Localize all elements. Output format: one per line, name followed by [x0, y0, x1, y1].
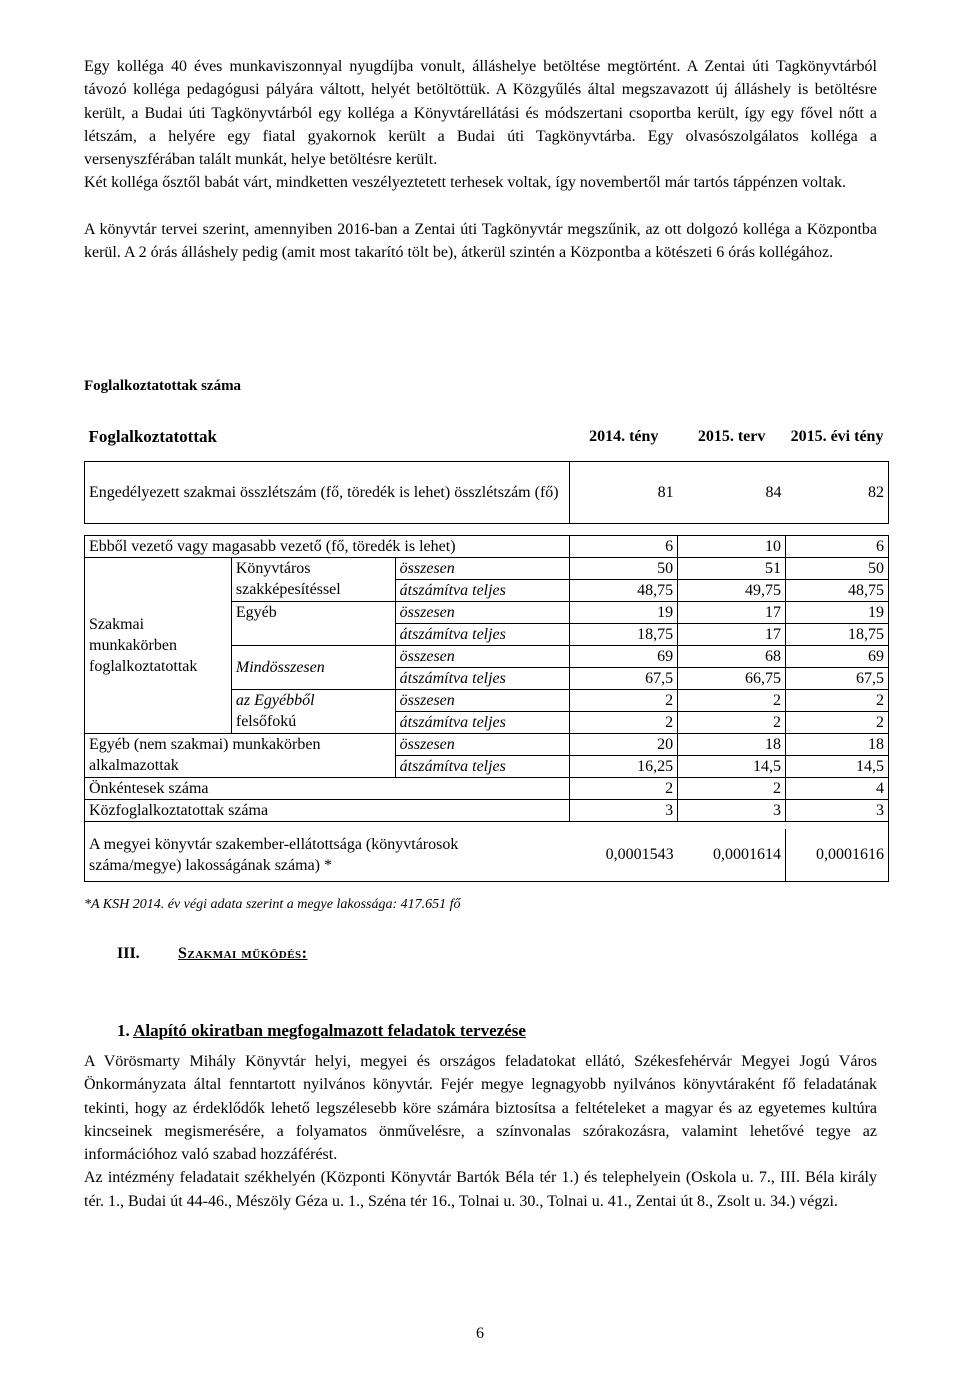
row-value-2014: 69	[570, 645, 678, 667]
employment-table	[84, 413, 889, 882]
volunteers-row	[85, 777, 889, 799]
other-label: Egyéb (nem szakmai) munkakörben alkalmazottak	[85, 733, 396, 777]
row-value-2015-plan: 17	[678, 623, 786, 645]
section-1-heading	[117, 1021, 526, 1041]
header-2015-plan: 2015. terv	[678, 413, 786, 461]
page-number: 6	[476, 1325, 484, 1342]
row-value-2015-plan: 17	[678, 601, 786, 623]
header-2014: 2014. tény	[570, 413, 678, 461]
row-value-2015-plan: 2	[678, 777, 786, 799]
table-title: Foglalkoztatottak száma	[84, 378, 242, 394]
row-sub: Mindösszesen	[231, 645, 395, 689]
row-sub: szakképesítéssel	[231, 579, 395, 601]
other-row	[85, 733, 889, 755]
row-value-2015-plan: 68	[678, 645, 786, 667]
row-value-2015-actual: 0,0001616	[786, 829, 889, 881]
row-kind: összesen	[395, 689, 570, 711]
row-value-2014: 2	[570, 711, 678, 733]
body-text	[84, 1050, 877, 1213]
header-label: Foglalkoztatottak	[85, 413, 570, 461]
row-value-2015-actual: 19	[786, 601, 889, 623]
row-value-2014: 48,75	[570, 579, 678, 601]
row-value-2015-plan: 2	[678, 689, 786, 711]
row-value-2015-actual: 69	[786, 645, 889, 667]
row-kind: átszámítva teljes	[395, 711, 570, 733]
intro-paragraph-3: A könyvtár tervei szerint, amennyiben 2016-ban a Zentai úti Tagkönyvtár megszűnik, az ott dolgozó kolléga a Központba kerül. A 2 órás álláshely pedig (amit most takarító tölt be), átkerül szintén a Központba a kötészeti 6 órás kollégához.	[84, 220, 877, 262]
row-value-2014: 19	[570, 601, 678, 623]
row-value-2015-plan: 51	[678, 557, 786, 579]
table-header-row	[85, 413, 889, 461]
row-sub: Könyvtáros	[231, 557, 395, 579]
leaders-row	[85, 535, 889, 557]
row-value-2014: 3	[570, 799, 678, 821]
row-value-2015-actual: 18,75	[786, 623, 889, 645]
row-kind: átszámítva teljes	[395, 579, 570, 601]
row-value-2015-actual: 48,75	[786, 579, 889, 601]
row-value-2014: 2	[570, 689, 678, 711]
row-value-2015-plan: 3	[678, 799, 786, 821]
row-kind: összesen	[395, 601, 570, 623]
row-value-2015-actual: 4	[786, 777, 889, 799]
row-value-2015-plan: 0,0001614	[678, 829, 786, 881]
approved-2015-actual: 82	[786, 461, 889, 523]
row-value-2015-plan: 2	[678, 711, 786, 733]
ratio-row	[85, 829, 889, 881]
approved-row	[85, 461, 889, 523]
row-sub: Egyéb	[231, 601, 395, 645]
section-3-number: III.	[117, 945, 140, 962]
row-value-2014: 0,0001543	[570, 829, 678, 881]
leaders-2015-actual: 6	[786, 535, 889, 557]
row-value-2015-actual: 67,5	[786, 667, 889, 689]
row-value-2014: 50	[570, 557, 678, 579]
row-value-2015-actual: 18	[786, 733, 889, 755]
row-value-2015-plan: 66,75	[678, 667, 786, 689]
intro-paragraph-2: Két kolléga ősztől babát várt, mindketten veszélyeztetett terhesek voltak, így novembertől már tartós táppénzen voltak.	[84, 174, 846, 192]
approved-2015-plan: 84	[678, 461, 786, 523]
volunteers-label: Önkéntesek száma	[85, 777, 570, 799]
leaders-label: Ebből vezető vagy magasabb vezető (fő, töredék is lehet)	[85, 535, 570, 557]
row-value-2015-actual: 3	[786, 799, 889, 821]
ratio-label: A megyei könyvtár szakember-ellátottsága (könyvtárosok száma/megye) lakosságának száma) *	[85, 829, 570, 881]
group-label: Szakmai munkakörben foglalkoztatottak	[85, 557, 232, 733]
row-value-2015-plan: 18	[678, 733, 786, 755]
row-sub: az Egyébből	[231, 689, 395, 711]
row-value-2015-actual: 2	[786, 711, 889, 733]
intro-text	[84, 55, 877, 264]
row-kind: összesen	[395, 557, 570, 579]
public-workers-row	[85, 799, 889, 821]
row-kind: átszámítva teljes	[395, 667, 570, 689]
row-sub: felsőfokú	[231, 711, 395, 733]
table-row	[85, 557, 889, 579]
section-1-title: Alapító okiratban megfogalmazott feladatok tervezése	[133, 1021, 526, 1040]
row-value-2014: 2	[570, 777, 678, 799]
row-value-2014: 67,5	[570, 667, 678, 689]
row-value-2015-actual: 14,5	[786, 755, 889, 777]
approved-label: Engedélyezett szakmai összlétszám (fő, töredék is lehet) összlétszám (fő)	[85, 461, 570, 523]
row-kind: átszámítva teljes	[395, 755, 570, 777]
row-value-2014: 16,25	[570, 755, 678, 777]
row-value-2014: 20	[570, 733, 678, 755]
row-value-2015-plan: 49,75	[678, 579, 786, 601]
leaders-2014: 6	[570, 535, 678, 557]
row-value-2015-actual: 2	[786, 689, 889, 711]
row-value-2014: 18,75	[570, 623, 678, 645]
body-paragraph-1: A Vörösmarty Mihály Könyvtár helyi, megyei és országos feladatokat ellátó, Székesfehérvár Megyei Jogú Város Önkormányzata által fenntartott nyilvános könyvtár. Fejér megye legnagyobb nyilvános könyvtáraként fő feladatának tekinti, hogy az érdeklődők lehető legszélesebb köre számára biztosítsa a feltételeket a magyar és az egyetemes kultúra kincseinek megismerésére, a folyamatos önművelésre, a színvonalas szórakozásra, valamint lehetővé tegye az információhoz való szabad hozzáférést.	[84, 1053, 877, 1164]
section-3-title: Szakmai működés:	[178, 945, 308, 962]
footnote: *A KSH 2014. év végi adata szerint a megye lakossága: 417.651 fő	[84, 897, 461, 912]
row-value-2015-plan: 14,5	[678, 755, 786, 777]
approved-2014: 81	[570, 461, 678, 523]
row-kind: átszámítva teljes	[395, 623, 570, 645]
header-2015-actual: 2015. évi tény	[786, 413, 889, 461]
row-kind: összesen	[395, 733, 570, 755]
section-1-number: 1.	[117, 1021, 130, 1040]
row-value-2015-actual: 50	[786, 557, 889, 579]
leaders-2015-plan: 10	[678, 535, 786, 557]
row-kind: összesen	[395, 645, 570, 667]
intro-paragraph-1: Egy kolléga 40 éves munkaviszonnyal nyugdíjba vonult, álláshelye betöltése megtörtént. A Zentai úti Tagkönyvtárból távozó kolléga pedagógusi pályára váltott, helyét betöltöttük. A Közgyűlés által megszavazott új álláshely is betöltésre került, a Budai úti Tagkönyvtárból egy kolléga a Könyvtárellátási és módszertani csoportba került, így egy fővel nőtt a létszám, a helyére egy fiatal gyakornok került a Budai úti Tagkönyvtárba. Egy olvasószolgálatos kolléga a versenyszférában talált munkát, helye betöltésre került.	[84, 58, 877, 169]
body-paragraph-2: Az intézmény feladatait székhelyén (Központi Könyvtár Bartók Béla tér 1.) és telephelyein (Oskola u. 7., III. Béla király tér. 1., Budai út 44-46., Mészöly Géza u. 1., Széna tér 16., Tolnai u. 30., Tolnai u. 41., Zentai út 8., Zsolt u. 34.) végzi.	[84, 1169, 877, 1210]
public-workers-label: Közfoglalkoztatottak száma	[85, 799, 570, 821]
